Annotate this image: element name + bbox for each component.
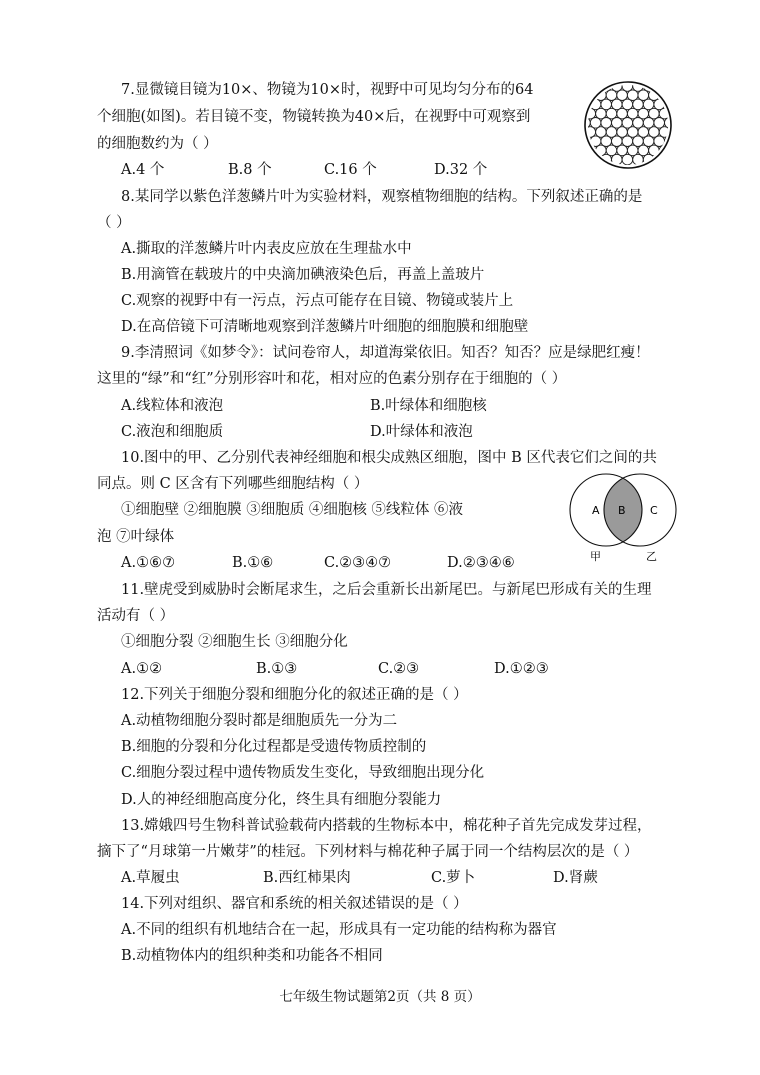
- q13-line1: 13.嫦娥四号生物科普试验载荷内搭载的生物标本中，棉花种子首先完成发芽过程，: [121, 818, 652, 834]
- q13-option-d: D.肾蕨: [553, 870, 598, 886]
- q8-option-d: D.在高倍镜下可清晰地观察到洋葱鳞片叶细胞的细胞膜和细胞壁: [121, 319, 529, 335]
- q11-line3: ①细胞分裂 ②细胞生长 ③细胞分化: [121, 634, 348, 650]
- q11-option-d: D.①②③: [494, 661, 549, 677]
- cell-circle: [665, 154, 674, 165]
- q11-line2: 活动有（ ）: [97, 608, 175, 624]
- q9-option-a: A.线粒体和液泡: [121, 398, 224, 414]
- cell-circle: [590, 81, 601, 92]
- q7-option-d: D.32 个: [434, 162, 488, 178]
- q14-option-b: B.动植物体内的组织种类和功能各不相同: [121, 948, 383, 964]
- q12-option-b: B.细胞的分裂和分化过程都是受遗传物质控制的: [121, 739, 427, 755]
- q13-option-a: A.草履虫: [121, 870, 180, 886]
- page-footer: 七年级生物试题第2页（共 8 页）: [279, 989, 481, 1005]
- q11-option-a: A.①②: [121, 661, 163, 677]
- q12-option-a: A.动植物细胞分裂时都是细胞质先一分为二: [121, 713, 398, 729]
- q9-line2: 这里的“绿”和“红”分别形容叶和花，相对应的色素分别存在于细胞的（ ）: [97, 371, 567, 387]
- q7-line2: 个细胞(如图)。若目镜不变，物镜转换为40×后，在视野中可观察到: [97, 109, 531, 125]
- venn-diagram: [560, 472, 690, 572]
- q8-line2: （ ）: [97, 215, 131, 231]
- q7-option-a: A.4 个: [121, 162, 165, 178]
- cell-circle: [583, 81, 590, 92]
- q10-option-c: C.②③④⑦: [324, 555, 392, 571]
- cell-circle: [583, 154, 590, 165]
- q7-line1: 7.显微镜目镜为10×、物镜为10×时，视野中可见均匀分布的64: [121, 82, 534, 98]
- venn-label-c: C: [650, 504, 658, 517]
- q10-option-a: A.①⑥⑦: [121, 555, 176, 571]
- q10-option-d: D.②③④⑥: [447, 555, 515, 571]
- q13-option-c: C.萝卜: [431, 870, 476, 886]
- q10-line4: 泡 ⑦叶绿体: [97, 529, 175, 545]
- microscope-field-figure: [583, 80, 673, 170]
- q12-option-d: D.人的神经细胞高度分化，终生具有细胞分裂能力: [121, 792, 442, 808]
- cell-circle: [654, 81, 665, 92]
- venn-label-jia: 甲: [590, 550, 601, 563]
- q12-line1: 12.下列关于细胞分裂和细胞分化的叙述正确的是（ ）: [121, 687, 468, 703]
- cell-circle: [622, 154, 633, 165]
- q8-line1: 8.某同学以紫色洋葱鳞片叶为实验材料，观察植物细胞的结构。下列叙述正确的是: [121, 189, 643, 205]
- q13-line2: 摘下了“月球第一片嫩芽”的桂冠。下列材料与棉花种子属于同一个结构层次的是（ ）: [97, 844, 639, 860]
- q14-option-a: A.不同的组织有机地结合在一起，形成具有一定功能的结构称为器官: [121, 922, 557, 938]
- q8-option-b: B.用滴管在载玻片的中央滴加碘液染色后，再盖上盖玻片: [121, 267, 485, 283]
- q11-option-c: C.②③: [378, 661, 420, 677]
- q7-option-c: C.16 个: [324, 162, 377, 178]
- q9-option-c: C.液泡和细胞质: [121, 424, 224, 440]
- venn-label-a: A: [592, 504, 600, 517]
- venn-label-yi: 乙: [646, 550, 657, 563]
- q13-option-b: B.西红柿果肉: [263, 870, 351, 886]
- q8-option-c: C.观察的视野中有一污点，污点可能存在目镜、物镜或装片上: [121, 293, 514, 309]
- q11-line1: 11.壁虎受到威胁时会断尾求生，之后会重新长出新尾巴。与新尾巴形成有关的生理: [121, 582, 652, 598]
- q9-option-b: B.叶绿体和细胞核: [370, 398, 487, 414]
- q10-line1: 10.图中的甲、乙分别代表神经细胞和根尖成熟区细胞，图中 B 区代表它们之间的共: [121, 450, 657, 466]
- q11-option-b: B.①③: [256, 661, 298, 677]
- q9-option-d: D.叶绿体和液泡: [370, 424, 473, 440]
- q8-option-a: A.撕取的洋葱鳞片叶内表皮应放在生理盐水中: [121, 241, 412, 257]
- q10-line2: 同点。则 C 区含有下列哪些细胞结构（ ）: [97, 476, 369, 492]
- q10-line3: ①细胞壁 ②细胞膜 ③细胞质 ④细胞核 ⑤线粒体 ⑥液: [121, 502, 464, 518]
- q12-option-c: C.细胞分裂过程中遗传物质发生变化，导致细胞出现分化: [121, 765, 485, 781]
- venn-label-b: B: [618, 504, 626, 517]
- q9-line1: 9.李清照词《如梦令》：试问卷帘人，却道海棠依旧。知否？知否？应是绿肥红瘦！: [121, 345, 650, 361]
- q7-line3: 的细胞数约为（ ）: [97, 136, 218, 152]
- q10-option-b: B.①⑥: [232, 555, 274, 571]
- q7-option-b: B.8 个: [228, 162, 272, 178]
- cell-circle: [665, 81, 674, 92]
- q14-line1: 14.下列对组织、器官和系统的相关叙述错误的是（ ）: [121, 896, 468, 912]
